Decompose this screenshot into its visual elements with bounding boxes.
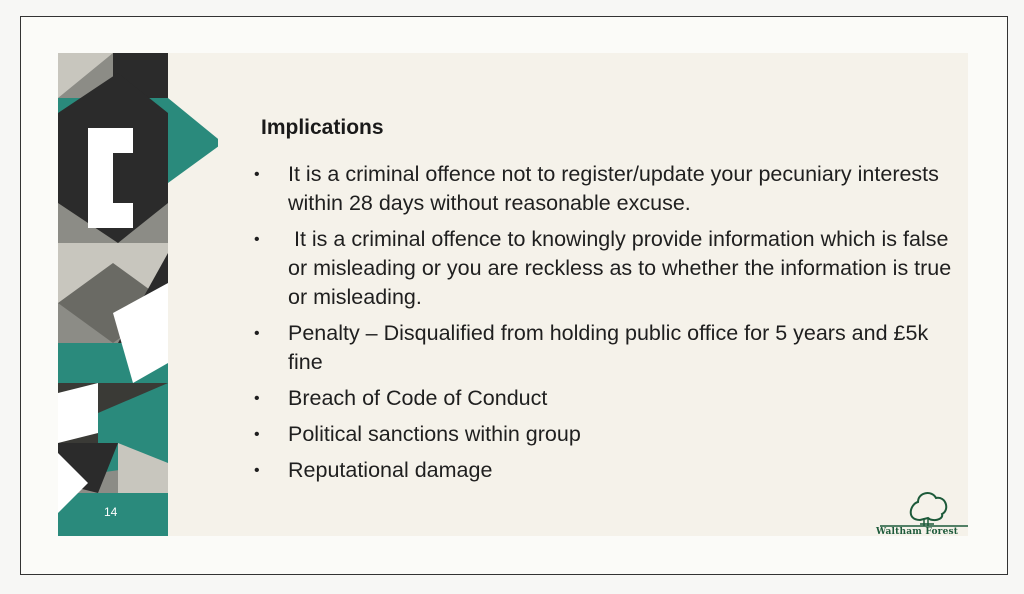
bullet-marker: • <box>254 462 260 479</box>
bullet-marker: • <box>254 390 260 407</box>
bullet-text: It is a criminal offence to knowingly provide information which is false or misleading or you are reckless as to whether the information is true or misleading. <box>288 227 958 309</box>
bullet-item <box>254 384 954 413</box>
bullet-marker: • <box>254 325 260 342</box>
bullet-marker: • <box>254 166 260 183</box>
bullet-text: Reputational damage <box>288 458 493 482</box>
bullet-list <box>254 160 958 492</box>
logo-text: Waltham Forest <box>876 527 959 537</box>
bullet-item <box>254 420 954 449</box>
bullet-marker: • <box>254 426 260 443</box>
bullet-text: Political sanctions within group <box>288 422 581 446</box>
slide-number: 14 <box>104 505 118 519</box>
bullet-item <box>254 225 958 312</box>
bullet-item <box>254 319 954 377</box>
bullet-marker: • <box>254 231 260 248</box>
slide-title: Implications <box>261 116 384 139</box>
bullet-text: It is a criminal offence not to register/update your pecuniary interests within 28 days without reasonable excuse. <box>288 162 939 215</box>
bullet-item <box>254 160 954 218</box>
bullet-item <box>254 456 954 485</box>
bullet-text: Breach of Code of Conduct <box>288 386 548 410</box>
decorative-pattern-band <box>58 53 218 536</box>
bullet-text: Penalty – Disqualified from holding public office for 5 years and £5k fine <box>288 321 929 374</box>
